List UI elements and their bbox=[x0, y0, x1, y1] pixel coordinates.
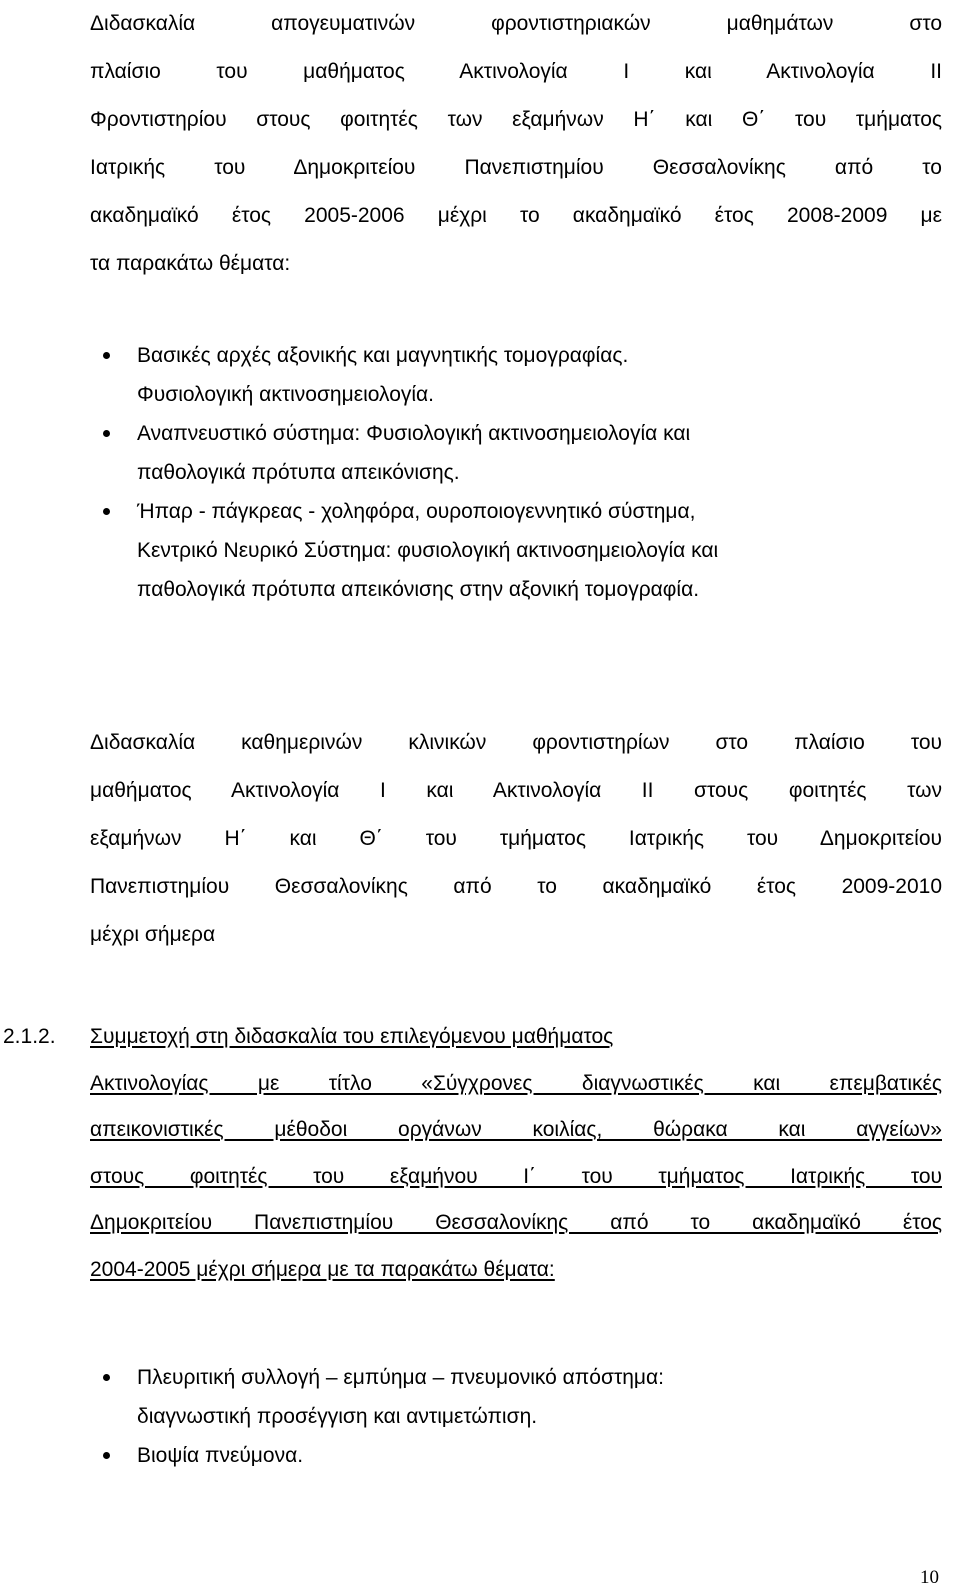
section-number: 2.1.2. bbox=[3, 1025, 56, 1048]
list-item bbox=[0, 414, 960, 492]
text-line: πλαίσιο του μαθήματος Ακτινολογία Ι και Ακτινολογία ΙΙ bbox=[90, 60, 942, 83]
list-item bbox=[0, 1358, 960, 1436]
text-line: μαθήματος Ακτινολογία Ι και Ακτινολογία ΙΙ στους φοιτητές των bbox=[90, 779, 942, 802]
text-line: Διδασκαλία καθημερινών κλινικών φροντιστηρίων στο πλαίσιο του bbox=[90, 731, 942, 754]
list-item bbox=[0, 492, 960, 609]
bullet-icon bbox=[103, 1452, 110, 1459]
paragraph-clinical-tutorials bbox=[90, 719, 942, 959]
section-title-line: απεικονιστικές μέθοδοι οργάνων κοιλίας, θώρακα και αγγείων» bbox=[90, 1118, 942, 1141]
list-item-line: διαγνωστική προσέγγιση και αντιμετώπιση. bbox=[137, 1405, 538, 1428]
section-title-line: στους φοιτητές του εξαμήνου Ι΄ του τμήματος Ιατρικής του bbox=[90, 1164, 942, 1188]
text-line: τα παρακάτω θέματα: bbox=[90, 252, 291, 275]
text-line: Ιατρικής του Δημοκριτείου Πανεπιστημίου Θεσσαλονίκης από το bbox=[90, 156, 942, 179]
list-item bbox=[0, 1436, 960, 1475]
text-line: μέχρι σήμερα bbox=[90, 923, 216, 946]
list-item-line: Πλευριτική συλλογή – εμπύημα – πνευμονικό απόστημα: bbox=[137, 1366, 664, 1389]
text-line: εξαμήνων Η΄ και Θ΄ του τμήματος Ιατρικής του Δημοκριτείου bbox=[90, 827, 942, 850]
page-number: 10 bbox=[920, 1567, 939, 1588]
list-item bbox=[0, 336, 960, 414]
list-item-line: Βιοψία πνεύμονα. bbox=[137, 1444, 304, 1467]
list-item-line: Φυσιολογική ακτινοσημειολογία. bbox=[137, 383, 435, 406]
bullet-icon bbox=[103, 1374, 110, 1381]
topics-list-2 bbox=[0, 1358, 960, 1475]
section-2-1-2 bbox=[3, 1014, 942, 1293]
list-item-line: παθολογικά πρότυπα απεικόνισης. bbox=[137, 461, 460, 484]
paragraph-afternoon-tutorials bbox=[90, 0, 942, 288]
section-title-line: 2004-2005 μέχρι σήμερα με τα παρακάτω θέματα: bbox=[90, 1257, 555, 1281]
bullet-icon bbox=[103, 430, 110, 437]
list-item-line: Ήπαρ - πάγκρεας - χοληφόρα, ουροποιογεννητικό σύστημα, bbox=[137, 500, 696, 523]
section-title-line: Συμμετοχή στη διδασκαλία του επιλεγόμενου μαθήματος bbox=[90, 1025, 614, 1048]
section-title-line: Ακτινολογίας με τίτλο «Σύγχρονες διαγνωστικές και επεμβατικές bbox=[90, 1071, 942, 1095]
text-line: Φροντιστηρίου στους φοιτητές των εξαμήνων Η΄ και Θ΄ του τμήματος bbox=[90, 108, 942, 131]
list-item-line: παθολογικά πρότυπα απεικόνισης στην αξονική τομογραφία. bbox=[137, 578, 700, 601]
list-item-line: Βασικές αρχές αξονικής και μαγνητικής τομογραφίας. bbox=[137, 344, 629, 367]
section-title-line: Δημοκριτείου Πανεπιστημίου Θεσσαλονίκης από το ακαδημαϊκό έτος bbox=[90, 1211, 942, 1234]
topics-list-1 bbox=[0, 336, 960, 609]
bullet-icon bbox=[103, 508, 110, 515]
text-line: ακαδημαϊκό έτος 2005-2006 μέχρι το ακαδημαϊκό έτος 2008-2009 με bbox=[90, 204, 942, 227]
text-line: Πανεπιστημίου Θεσσαλονίκης από το ακαδημαϊκό έτος 2009-2010 bbox=[90, 875, 942, 898]
bullet-icon bbox=[103, 352, 110, 359]
text-line: Διδασκαλία απογευματινών φροντιστηριακών μαθημάτων στο bbox=[90, 12, 942, 35]
list-item-line: Κεντρικό Νευρικό Σύστημα: φυσιολογική ακτινοσημειολογία και bbox=[137, 539, 719, 562]
list-item-line: Αναπνευστικό σύστημα: Φυσιολογική ακτινοσημειολογία και bbox=[137, 422, 691, 445]
